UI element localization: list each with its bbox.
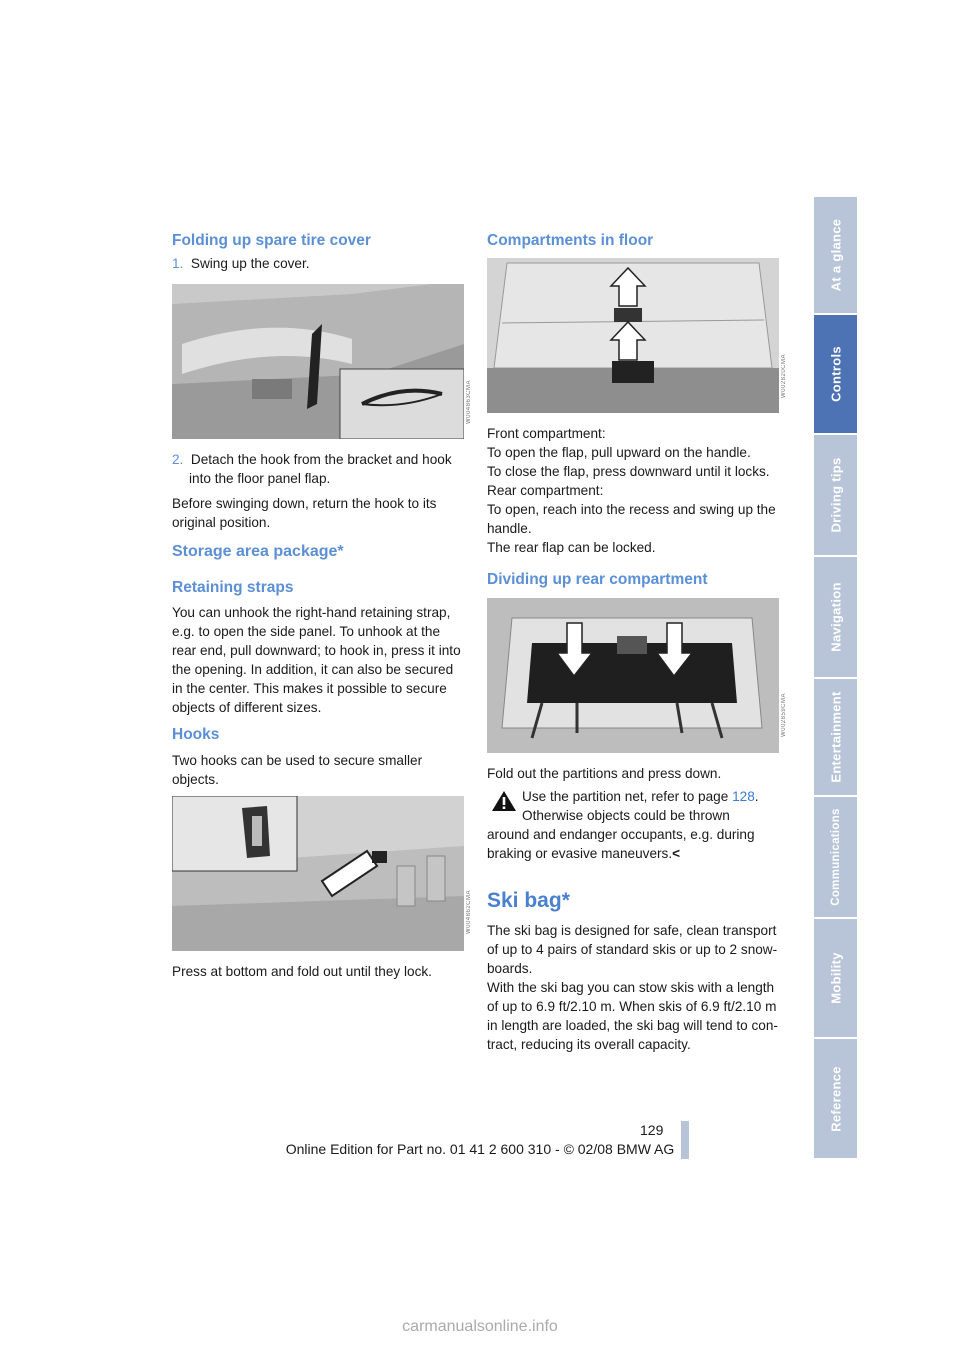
- warning-icon: [491, 790, 517, 812]
- image-code: W004863CMA: [466, 380, 472, 425]
- tab-entertainment[interactable]: [814, 679, 857, 797]
- tab-label: Navigation: [828, 582, 843, 652]
- tab-label: Communications: [829, 808, 842, 906]
- compartments-illustration: [487, 258, 779, 413]
- ski-bag-2-line: With the ski bag you can stow skis with a length: [487, 980, 775, 995]
- rear-compartment-line: To open, reach into the recess and swing up the: [487, 502, 776, 517]
- hooks-text-1: Two hooks can be used to secure smaller: [172, 753, 423, 768]
- page-link-128[interactable]: 128: [732, 789, 755, 804]
- retaining-straps-line: the opening. In addition, it can also be secured: [172, 662, 454, 677]
- warning-text: Use the partition net, refer to page: [522, 789, 733, 804]
- chapter-tabs: [814, 197, 857, 1160]
- heading-storage-area-package: Storage area package*: [172, 543, 344, 560]
- front-compartment-line: To close the flap, press downward until it locks.: [487, 464, 770, 479]
- warning-text-1: [522, 787, 759, 806]
- watermark: carmanualsonline.info: [402, 1318, 558, 1335]
- image-code: W004862CMA: [466, 890, 472, 935]
- retaining-straps-line: in the center. This makes it possible to secure: [172, 681, 447, 696]
- tab-driving-tips[interactable]: [814, 435, 857, 557]
- front-compartment-line: Front compartment:: [487, 426, 606, 441]
- step-2: [172, 450, 452, 469]
- tab-controls[interactable]: [814, 315, 857, 435]
- image-code: W002859CMA: [781, 693, 787, 738]
- fold-text: Fold out the partitions and press down.: [487, 766, 722, 781]
- warning-text-4: [487, 844, 680, 863]
- footer-text: Online Edition for Part no. 01 41 2 600 310 - © 02/08 BMW AG: [285, 1141, 675, 1157]
- dividing-compartment-illustration: [487, 598, 779, 753]
- heading-ski-bag: Ski bag*: [487, 889, 570, 912]
- spare-tire-cover-illustration: [172, 284, 464, 439]
- image-code: W002820CMA: [781, 354, 787, 399]
- tab-label: Driving tips: [828, 457, 843, 533]
- heading-retaining-straps: Retaining straps: [172, 579, 294, 596]
- tab-label: At a glance: [828, 218, 843, 292]
- tab-label: Controls: [828, 346, 843, 402]
- step-number: 2.: [172, 452, 184, 467]
- step-2-cont: into the floor panel flap.: [189, 471, 331, 486]
- tab-mobility[interactable]: [814, 919, 857, 1039]
- rear-compartment-line: The rear flap can be locked.: [487, 540, 656, 555]
- tab-label: Entertainment: [828, 691, 843, 783]
- return-text-2: original position.: [172, 515, 271, 530]
- step-text: Detach the hook from the bracket and hook: [190, 452, 452, 467]
- ski-bag-2-line: in length are loaded, the ski bag will tend to con-: [487, 1018, 778, 1033]
- heading-compartments-in-floor: Compartments in floor: [487, 232, 654, 249]
- warning-text-2: Otherwise objects could be thrown: [522, 808, 730, 823]
- warning-text-3: around and endanger occupants, e.g. during: [487, 827, 755, 842]
- front-compartment-line: To open the flap, pull upward on the handle.: [487, 445, 751, 460]
- heading-folding-spare-tire-cover: Folding up spare tire cover: [172, 232, 371, 249]
- step-text: Swing up the cover.: [190, 256, 310, 271]
- hooks-illustration: [172, 796, 464, 951]
- retaining-straps-line: objects of different sizes.: [172, 700, 322, 715]
- heading-hooks: Hooks: [172, 726, 220, 743]
- retaining-straps-line: rear end, pull downward; to hook in, press it into: [172, 643, 461, 658]
- ski-bag-1-line: The ski bag is designed for safe, clean transport: [487, 923, 777, 938]
- return-text-1: Before swinging down, return the hook to its: [172, 496, 437, 511]
- ski-bag-2-line: of up to 6.9 ft/2.10 m. When skis of 6.9 ft/2.10 m: [487, 999, 777, 1014]
- end-marker: <: [672, 846, 681, 861]
- tab-label: Mobility: [828, 952, 843, 1004]
- retaining-straps-line: e.g. to open the side panel. To unhook at the: [172, 624, 441, 639]
- period: .: [754, 789, 759, 804]
- ski-bag-1-line: of up to 4 pairs of standard skis or up to 2 snow-: [487, 942, 778, 957]
- retaining-straps-line: You can unhook the right-hand retaining strap,: [172, 605, 451, 620]
- step-1: [172, 254, 310, 273]
- heading-dividing-up-rear-compartment: Dividing up rear compartment: [487, 571, 708, 588]
- tab-communications[interactable]: [814, 797, 857, 919]
- page-number: 129: [640, 1122, 664, 1138]
- press-text: Press at bottom and fold out until they lock.: [172, 964, 432, 979]
- rear-compartment-line: Rear compartment:: [487, 483, 604, 498]
- tab-at-a-glance[interactable]: [814, 197, 857, 315]
- rear-compartment-line: handle.: [487, 521, 532, 536]
- ski-bag-1-line: boards.: [487, 961, 533, 976]
- step-number: 1.: [172, 256, 184, 271]
- tab-navigation[interactable]: [814, 557, 857, 679]
- tab-label: Reference: [828, 1065, 843, 1132]
- warning-text-end: braking or evasive maneuvers.: [487, 846, 673, 861]
- ski-bag-2-line: tract, reducing its overall capacity.: [487, 1037, 691, 1052]
- hooks-text-2: objects.: [172, 772, 219, 787]
